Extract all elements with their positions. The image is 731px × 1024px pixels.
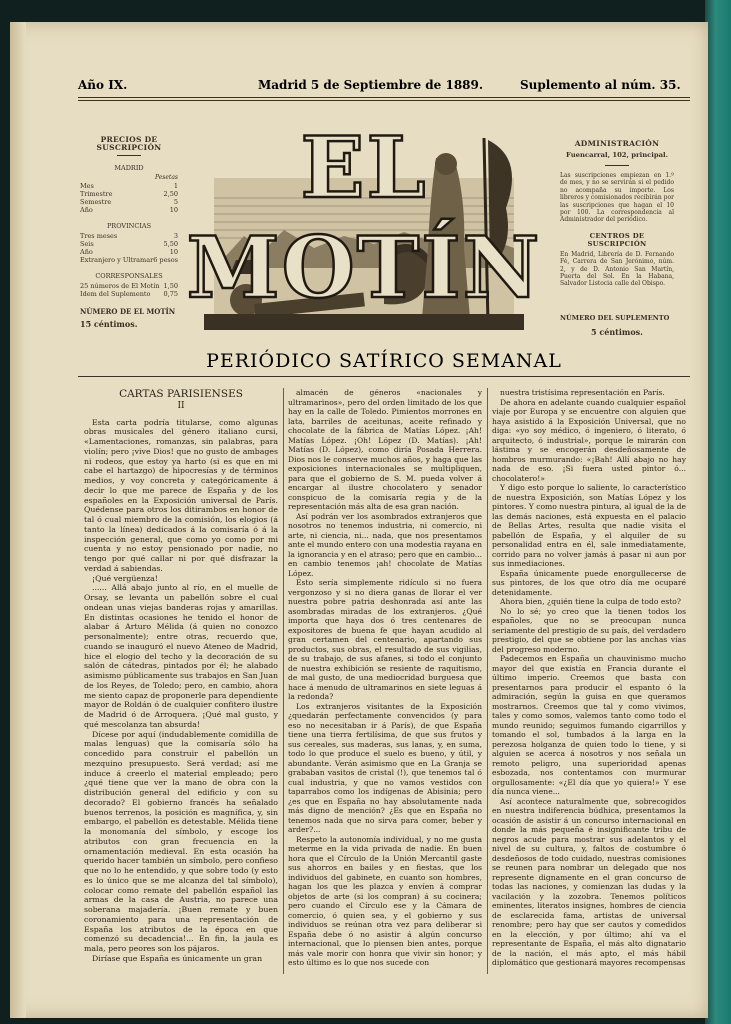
price-row-value: 2,50 xyxy=(163,190,178,198)
page-fold-shadow xyxy=(10,22,26,1018)
issue-label: NÚMERO DE EL MOTÍN xyxy=(80,307,176,316)
price-row-value: 10 xyxy=(169,248,178,256)
article-paragraph: No lo sé; yo creo que la tienen todos los españoles, que no se preocupan nunca seriamente del prestigio de su país, del verdadero prestigio, del que se obtiene por las anchas vías del progreso moderno. xyxy=(492,606,686,654)
article-column-1 xyxy=(84,388,278,964)
issue-price: 15 céntimos. xyxy=(80,319,138,329)
price-row-value: 3 xyxy=(173,232,178,240)
article-paragraph: Así podrán ver los asombrados extranjeros que nosotros no tenemos industria, ni comercio, ni arte, ni ciencia, ni... nada, que nos presentamos ante el mundo entero con una modestia rayana en la ignorancia y en el atraso; pero que en cambio... en cambio tenemos ¡ah! chocolate de Matías López. xyxy=(288,511,482,578)
supplement-number-label: NÚMERO DEL SUPLEMENTO xyxy=(560,313,670,322)
article-paragraph: Respeto la autonomía individual, y no me gusta meterme en la vida privada de nadie. En buen hora que el Círculo de la Unión Mercantil gaste sus ahorros en bailes y en fiestas, que los individuos del gabinete, en cuanto son hombres, hagan los que les plazca y envíen á comprar objetos de arte (si los compran) á su cocinera; pero cuando el Círculo ese y la Cámara de comercio, ó quien sea, y el gobierno y sus individuos se reúnan otra vez para deliberar si España debe ó no asistir á algún concurso internacional, que lo piensen bien antes, porque más vale morir con honra que vivir sin honor; y esto último es lo que nos sucede con xyxy=(288,834,482,967)
administration-box xyxy=(560,136,674,336)
article-paragraph: Esto sería simplemente ridículo si no fuera vergonzoso y si no diera ganas de llorar el ver nuestra pobre patria deshonrada así ante las asombradas miradas de los extranjeros. ¿Qué importa que haya dos ó tres centenares de expositores de buena fe que hayan acudido al gran certamen del centenario, apartando sus productos, sus obras, el resultado de sus vigilias, de su trabajo, de sus afanes, si todo el conjunto de nuestra exhibición se resiente de raquitismo, de mal gusto, de una mediocridad burguesa que hace á menudo de ultramarinos en siete leguas á la redonda? xyxy=(288,578,482,701)
article-paragraph: Dícese por aquí (indudablemente comidilla de malas lenguas) que la comisaría sólo ha concedido para construir el pabellón un mezquino presupuesto. Será verdad; así me induce á creerlo el material empleado; pero ¿qué tiene que ver la mano de obra con la distribución general del edificio y con su decorado? El gobierno francés ha señalado buenos terrenos, la posición es magnífica, y, sin embargo, el pabellón es detestable. Mélida tiene la monomanía del símbolo, y escoge los atributos con gran frecuencia en la ornamentación medieval. En esta ocasión ha querido hacer también un símbolo, pero confieso que no lo he entendido, y que sobre todo (y esto es lo único que se me alcanza del tal símbolo), colocar como remate del pabellón español las armas de la casa de Austria, no parece una soberana majadería. ¡Buen remate y buen coronamiento para una representación de España los atributos de la época en que comenzó su decadencia!... En fin, la jaula es mala, pero peores son los pájaros. xyxy=(84,729,278,953)
administration-notes: Las suscripciones empiezan en 1.º de mes, y no se servirán si el pedido no acompaña su importe. Los libreros y comisionados recibirán por las suscripciones que hagan el 10 por 100. La correspondencia al Administrador del periódico. xyxy=(560,172,674,224)
column-divider xyxy=(487,388,488,974)
price-row xyxy=(80,248,178,256)
price-row-label: Trimestre xyxy=(80,190,113,198)
price-row-label: 25 números de El Motín xyxy=(80,282,160,290)
administration-heading: ADMINISTRACIÓN xyxy=(574,139,660,148)
subtitle-rule xyxy=(78,376,690,377)
article-title: CARTAS PARISIENSES xyxy=(119,388,243,400)
price-row-label: Mes xyxy=(80,182,94,190)
subscription-heading: PRECIOS DE SUSCRIPCIÓN xyxy=(96,135,162,152)
price-row-label: Semestre xyxy=(80,198,112,206)
supplement-price: 5 céntimos. xyxy=(591,326,643,337)
price-row xyxy=(80,282,178,290)
provincias-price-list xyxy=(80,232,178,264)
provincias-label: PROVINCIAS xyxy=(106,222,152,230)
correspondents-price-list xyxy=(80,282,178,298)
price-row-value: 0,75 xyxy=(163,290,178,298)
price-row xyxy=(80,256,178,264)
year-label: Año IX. xyxy=(78,78,128,92)
article-paragraph: Los extranjeros visitantes de la Exposición ¿quedarán perfectamente convencidos (y para eso no necesitaban ir á París), de que España tiene una tierra fertilísima, de que sus frutos y sus cereales, sus maderas, sus lanas, y, en suma, todo lo que produce el suelo es bueno, y útil, y abundante. Verán asimismo que en La Granja se grababan vasitos de cristal (!), que tenemos tal ó cual industria, y que no vamos vestidos con taparrabos como los indígenas de Abisinia; pero ¿es que en España no hay absolutamente nada más digno de mención? ¿Es que en España no tenemos nada que no sirva para comer, beber y arder?... xyxy=(288,701,482,834)
article-paragraph: Diríase que España es únicamente un gran xyxy=(92,953,263,963)
article-paragraph: España únicamente puede enorgullecerse de sus pintores, de los que otro día me ocuparé detenidamente. xyxy=(492,568,686,597)
administration-address: Fuencarral, 102, principal. xyxy=(566,151,668,159)
article-paragraph: almacén de géneros «nacionales y ultramarinos», pero del orden limitado de los que hay en la calle de Toledo. Pimientos morrones en lata, barriles de aceitunas, aceite refinado y chocolate de la fábrica de Matías López. ¡Ah! Matías López. ¡Oh! López (D. Matías). ¡Ah! Matías (D. López), como diría Posada Herrera. Dios nos le conserve muchos años, y haga que las exposiciones internacionales se multipliquen, para que el gobierno de S. M. pueda volver á encargar al ilustre chocolatero y senador conspicuo de la comisaría regia y de la representación más alta de esa gran nación. xyxy=(288,388,482,511)
price-row-value: 10 xyxy=(169,206,178,214)
price-row xyxy=(80,198,178,206)
price-row-value: 5 xyxy=(173,198,178,206)
top-rule-thin xyxy=(78,100,690,101)
top-rule xyxy=(78,97,690,98)
price-row-value: 5,50 xyxy=(163,240,178,248)
price-row-label: Año xyxy=(80,206,93,214)
madrid-label: MADRID xyxy=(114,164,144,172)
article-paragraph: Padecemos en España un chauvinismo mucho mayor del que existía en Francia durante el último imperio. Creemos que basta con presentarnos para producir el espanto ó la admiración, según la guisa en que queramos mostrarnos. Creemos que tal y como vivimos, tales y como somos, valemos tanto como todo el mundo reunido; seguimos fumando cigarrillos y tomando el sol, tumbados á la larga en la perezosa holganza de quien todo lo tiene, y si alguien se acerca á nosotros y nos señala un remoto peligro, una superioridad apenas esbozada, nos contentamos con murmurar orgullosamente: «¿El día que yo quiera!» Y ese día nunca viene... xyxy=(492,654,686,796)
article-paragraph: ...... Allá abajo junto al río, en el muelle de Orsay, se levanta un pabellón sobre el cual ondean unas viejas banderas rojas y amarillas. En distintas ocasiones he tenido el honor de alabar á Arturo Mélida (á quien no conozco personalmente); entre otras, recuerdo que, cuando se inauguró el nuevo Ateneo de Madrid, hice el elogio del techo y la decoración de su salón de cátedras, pintados por él; he alabado asimismo públicamente sus trabajos en San Juan de los Reyes, de Toledo; pero, en cambio, ahora me siento capaz de proponerle para dependiente mayor de Roldán ó de cualquier confitero ilustre de Madrid ó de Arroquera. ¡Qué mal gusto, y qué mescolanza tan absurda! xyxy=(84,583,278,729)
price-row xyxy=(80,182,178,190)
subscription-box xyxy=(80,132,178,328)
price-row-label: Tres meses xyxy=(80,232,118,240)
centers-heading: CENTROS DE SUSCRIPCIÓN xyxy=(587,231,647,248)
price-row-label: Idem del Suplemento xyxy=(80,290,151,298)
column-divider xyxy=(283,388,284,974)
newspaper-title: EL MOTÍN xyxy=(186,118,542,317)
price-row-label: Seis xyxy=(80,240,94,248)
price-row-label: Extranjero y Ultramar xyxy=(80,256,154,264)
article-paragraph: nuestra tristísima representación en París. xyxy=(500,388,665,397)
article-paragraph: Ahora bien, ¿quién tiene la culpa de todo esto? xyxy=(500,597,681,606)
price-row-value: 1,50 xyxy=(163,282,178,290)
price-row xyxy=(80,190,178,198)
price-row xyxy=(80,206,178,214)
article-column-2 xyxy=(288,388,482,968)
book-binding-edge xyxy=(705,0,731,1024)
masthead-illustration xyxy=(184,118,544,340)
article-paragraph: ¡Qué vergüenza! xyxy=(92,573,158,583)
newspaper-subtitle: PERIÓDICO SATÍRICO SEMANAL xyxy=(206,350,562,372)
price-row xyxy=(80,240,178,248)
article-paragraph: Esta carta podría titularse, como algunas obras musicales del género italiano cursi, «Lamentaciones, romanzas, sin palabras, para violín; pero ¡vive Dios! que no gusto de ambages ni rodeos, que estoy ya harto (si es que en mi cabe el hartazgo) de hipocresías y de términos medios, y voy concreta y categóricamente á decir lo que me parece de España y de los españoles en la Exposición universal de París. Quédense para otros los ditirambos en honor de tal ó cual miembro de la comisión, los elogios (á tanto la línea) dedicados á la comisaría ó á la inspección general, que como yo como por mi cuenta y no estoy pensionado por nadie, no tengo por qué callar ni por qué disfrazar la verdad á sabiendas. xyxy=(84,417,278,573)
supplement-label: Suplemento al núm. 35. xyxy=(520,78,681,92)
price-row-value: 6 pesos xyxy=(153,256,178,264)
article-paragraph: Así acontece naturalmente que, sobrecogidos en nuestra indiferencia búdhica, presentamos la ocasión de asistir á un concurso internacional en donde la más pequeña é insignificante tribu de negros acude para mostrar sus adelantos y el nivel de su cultura, y, faltos de costumbre ó desdeñosos de todo cuidado, nuestras comisiones se reunen para nombrar un delegado que nos represente dignamente en el gran concurso de todas las naciones, y comienzan las dudas y la vacilación y la zozobra. Tenemos políticos eminentes, literatos insignes, hombres de ciencia de esclarecida fama, artistas de universal renombre; pero hay que ser cautos y comedidos en la elección, y por último; ahí va el representante de España, el más alto dignatario de la nación, el más apto, el más hábil diplomático que gestionará mayores recompensas xyxy=(492,796,686,967)
price-row xyxy=(80,290,178,298)
correspondents-label: CORRESPONSALES xyxy=(95,272,163,280)
madrid-price-list xyxy=(80,182,178,214)
centers-text: En Madrid, Librería de D. Fernando Fé, Carrera de San Jerónimo, núm. 2, y de D. Antonio San Martín, Puerta del Sol. En la Habana, Salvador Listocia calle del Obispo. xyxy=(560,250,674,288)
article-paragraph: De ahora en adelante cuando cualquier español viaje por Europa y se encuentre con alguien que haya asistido á la Exposición Universal, que no diga: «yo soy médico, ó ingeniero, ó literato, ó arquitecto, ó industrial», porque le mirarán con lástima y se encogerán desdeñosamente de hombros murmurando: «¡Bah! Allí abajo no hay nada de eso. ¡Si fuera usted pintor ó... chocolatero!» xyxy=(492,397,686,483)
article-paragraph: Y digo esto porque lo saliente, lo característico de nuestra Exposición, son Matías López y los pintores. Y como nuestra pintura, al igual de la de las demás naciones, está expuesta en el palacio de Bellas Artes, resulta que nadie visita el pabellón de España, y el alquiler de su personalidad entra en él, sale inmediatamente, corrido para no volver jamás á pasar ni aun por sus inmediaciones. xyxy=(492,483,686,568)
article-column-3 xyxy=(492,388,686,968)
article-number: II xyxy=(177,400,185,411)
date-label: Madrid 5 de Septiembre de 1889. xyxy=(258,78,484,92)
pesetas-label: Pesetas xyxy=(154,174,178,181)
price-row-value: 1 xyxy=(173,182,178,190)
price-row-label: Año xyxy=(80,248,93,256)
price-row xyxy=(80,232,178,240)
